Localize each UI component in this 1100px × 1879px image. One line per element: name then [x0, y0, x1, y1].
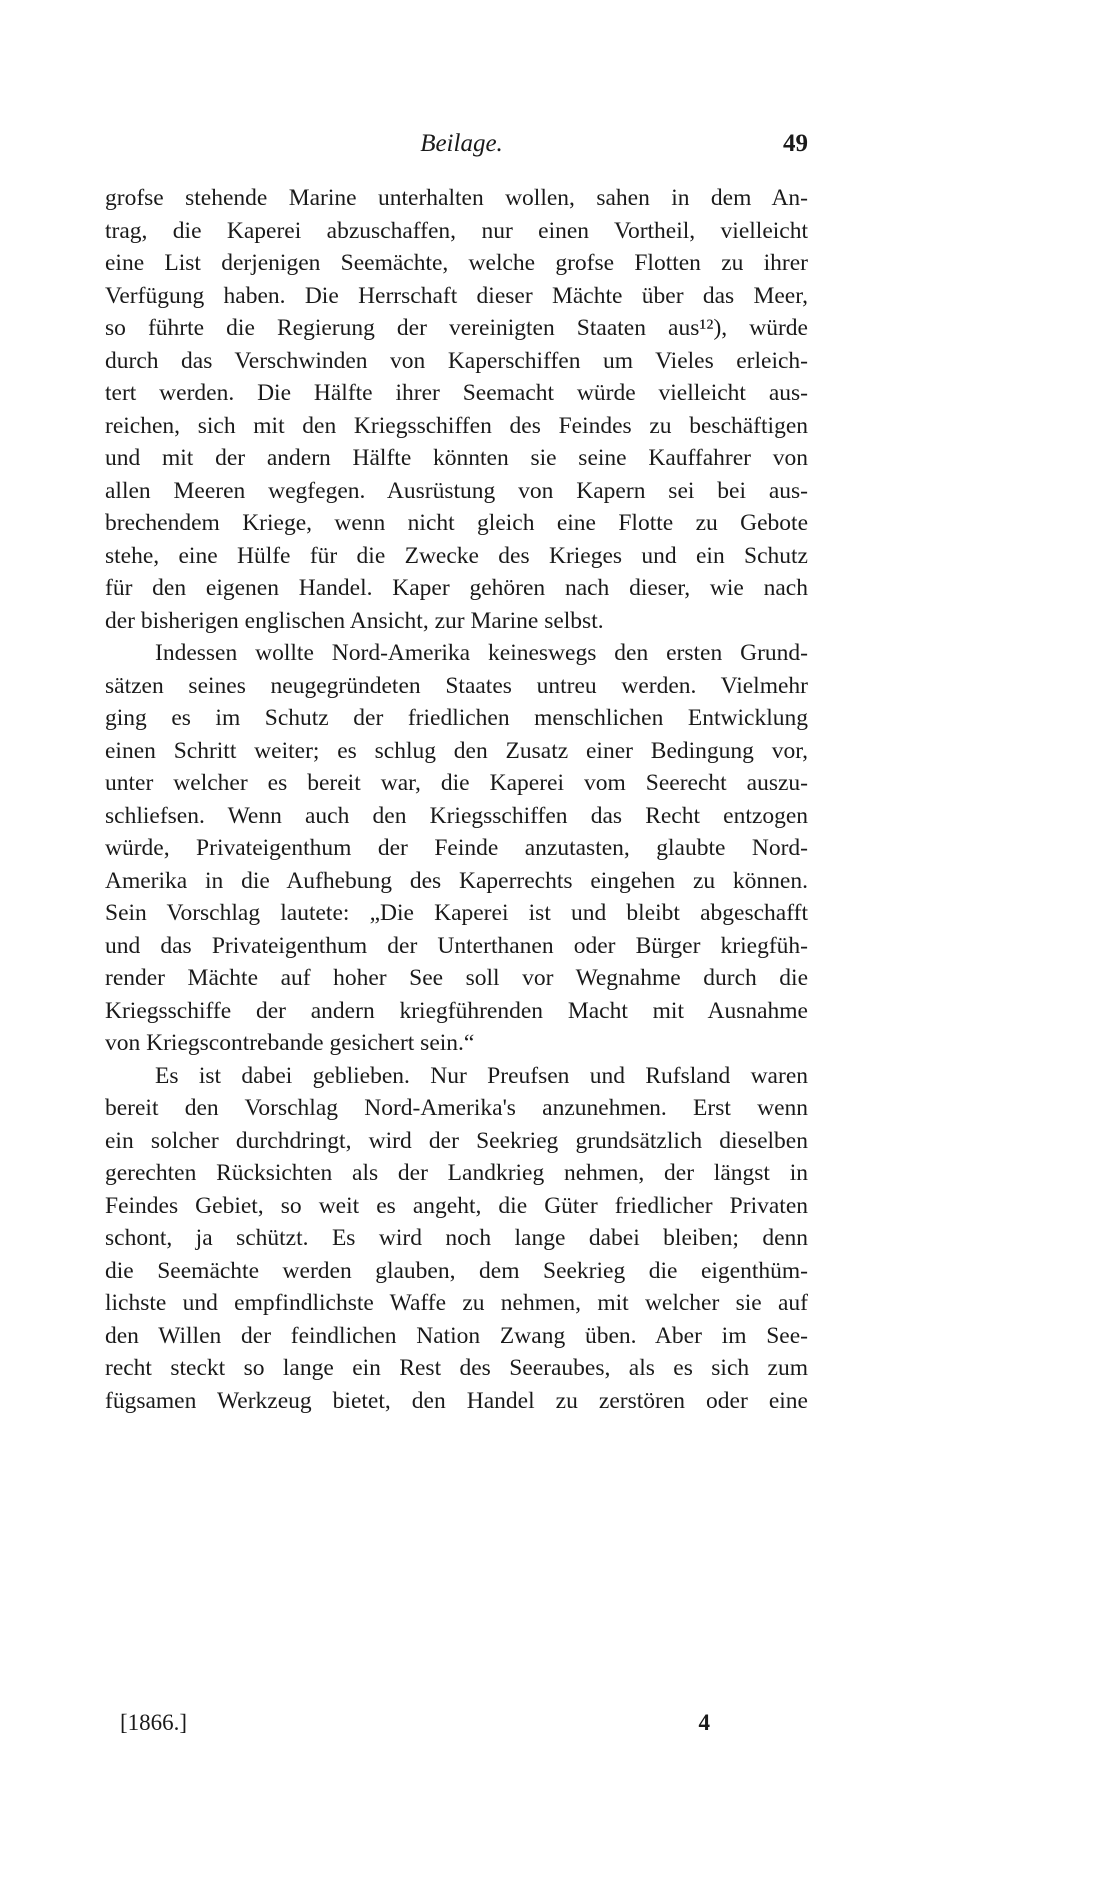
sheet-number: 4	[698, 1710, 710, 1735]
text-line: Indessen wollte Nord-Amerika keineswegs den ersten Grund-	[155, 640, 808, 666]
text-line: so führte die Regierung der vereinigten Staaten aus¹²), würde	[105, 315, 808, 341]
text-line: eine List derjenigen Seemächte, welche grofse Flotten zu ihrer	[105, 250, 808, 276]
text-line: stehe, eine Hülfe für die Zwecke des Krieges und ein Schutz	[105, 542, 808, 569]
page-header	[105, 130, 808, 164]
text-line: und das Privateigenthum der Unterthanen oder Bürger kriegfüh-	[105, 932, 808, 959]
text-line: der bisherigen englischen Ansicht, zur Marine selbst.	[105, 607, 604, 634]
text-line: und mit der andern Hälfte könnten sie seine Kauffahrer von	[105, 445, 808, 471]
text-line: Feindes Gebiet, so weit es angeht, die Güter friedlicher Privaten	[105, 1192, 808, 1219]
text-line: würde, Privateigenthum der Feinde anzutasten, glaubte Nord-	[105, 835, 808, 861]
running-title: Beilage.	[420, 130, 503, 157]
text-line: Sein Vorschlag lautete: „Die Kaperei ist und bleibt abgeschafft	[105, 900, 808, 926]
text-line: bereit den Vorschlag Nord-Amerika's anzunehmen. Erst wenn	[105, 1095, 808, 1121]
text-line: schont, ja schützt. Es wird noch lange dabei bleiben; denn	[105, 1225, 808, 1251]
text-line: die Seemächte werden glauben, dem Seekrieg die eigenthüm-	[105, 1257, 808, 1284]
text-line: unter welcher es bereit war, die Kaperei vom Seerecht auszu-	[105, 770, 808, 796]
text-line: fügsamen Werkzeug bietet, den Handel zu zerstören oder eine	[105, 1387, 808, 1414]
text-line: den Willen der feindlichen Nation Zwang üben. Aber im See-	[105, 1322, 808, 1349]
text-line: reichen, sich mit den Kriegsschiffen des Feindes zu beschäftigen	[105, 412, 808, 439]
text-line: schliefsen. Wenn auch den Kriegsschiffen das Recht entzogen	[105, 802, 808, 829]
printer-signature: [1866.]	[120, 1710, 188, 1735]
text-line: recht steckt so lange ein Rest des Seeraubes, als es sich zum	[105, 1355, 808, 1381]
page-footer	[120, 1710, 710, 1742]
page-number: 49	[783, 130, 808, 157]
text-line: brechendem Kriege, wenn nicht gleich eine Flotte zu Gebote	[105, 510, 808, 536]
text-line: für den eigenen Handel. Kaper gehören nach dieser, wie nach	[105, 575, 808, 601]
text-line: ging es im Schutz der friedlichen menschlichen Entwicklung	[105, 705, 808, 731]
text-line: allen Meeren wegfegen. Ausrüstung von Kapern sei bei aus-	[105, 477, 808, 504]
text-line: gerechten Rücksichten als der Landkrieg nehmen, der längst in	[105, 1160, 808, 1186]
text-line: einen Schritt weiter; es schlug den Zusatz einer Bedingung vor,	[105, 737, 808, 764]
text-line: von Kriegscontrebande gesichert sein.“	[105, 1030, 475, 1056]
text-line: render Mächte auf hoher See soll vor Wegnahme durch die	[105, 965, 808, 991]
text-line: Amerika in die Aufhebung des Kaperrechts eingehen zu können.	[105, 867, 808, 894]
text-line: Verfügung haben. Die Herrschaft dieser Mächte über das Meer,	[105, 282, 808, 309]
text-line: durch das Verschwinden von Kaperschiffen um Vieles erleich-	[105, 347, 808, 374]
text-line: ein solcher durchdringt, wird der Seekrieg grundsätzlich dieselben	[105, 1127, 808, 1154]
text-line: Es ist dabei geblieben. Nur Preufsen und Rufsland waren	[155, 1062, 808, 1089]
text-line: Kriegsschiffe der andern kriegführenden Macht mit Ausnahme	[105, 997, 808, 1024]
text-line: trag, die Kaperei abzuschaffen, nur einen Vortheil, vielleicht	[105, 217, 808, 244]
body-text	[105, 182, 808, 1417]
text-line: tert werden. Die Hälfte ihrer Seemacht würde vielleicht aus-	[105, 380, 808, 406]
text-line: grofse stehende Marine unterhalten wollen, sahen in dem An-	[105, 185, 808, 211]
text-line: lichste und empfindlichste Waffe zu nehmen, mit welcher sie auf	[105, 1290, 808, 1316]
text-line: sätzen seines neugegründeten Staates untreu werden. Vielmehr	[105, 672, 808, 699]
